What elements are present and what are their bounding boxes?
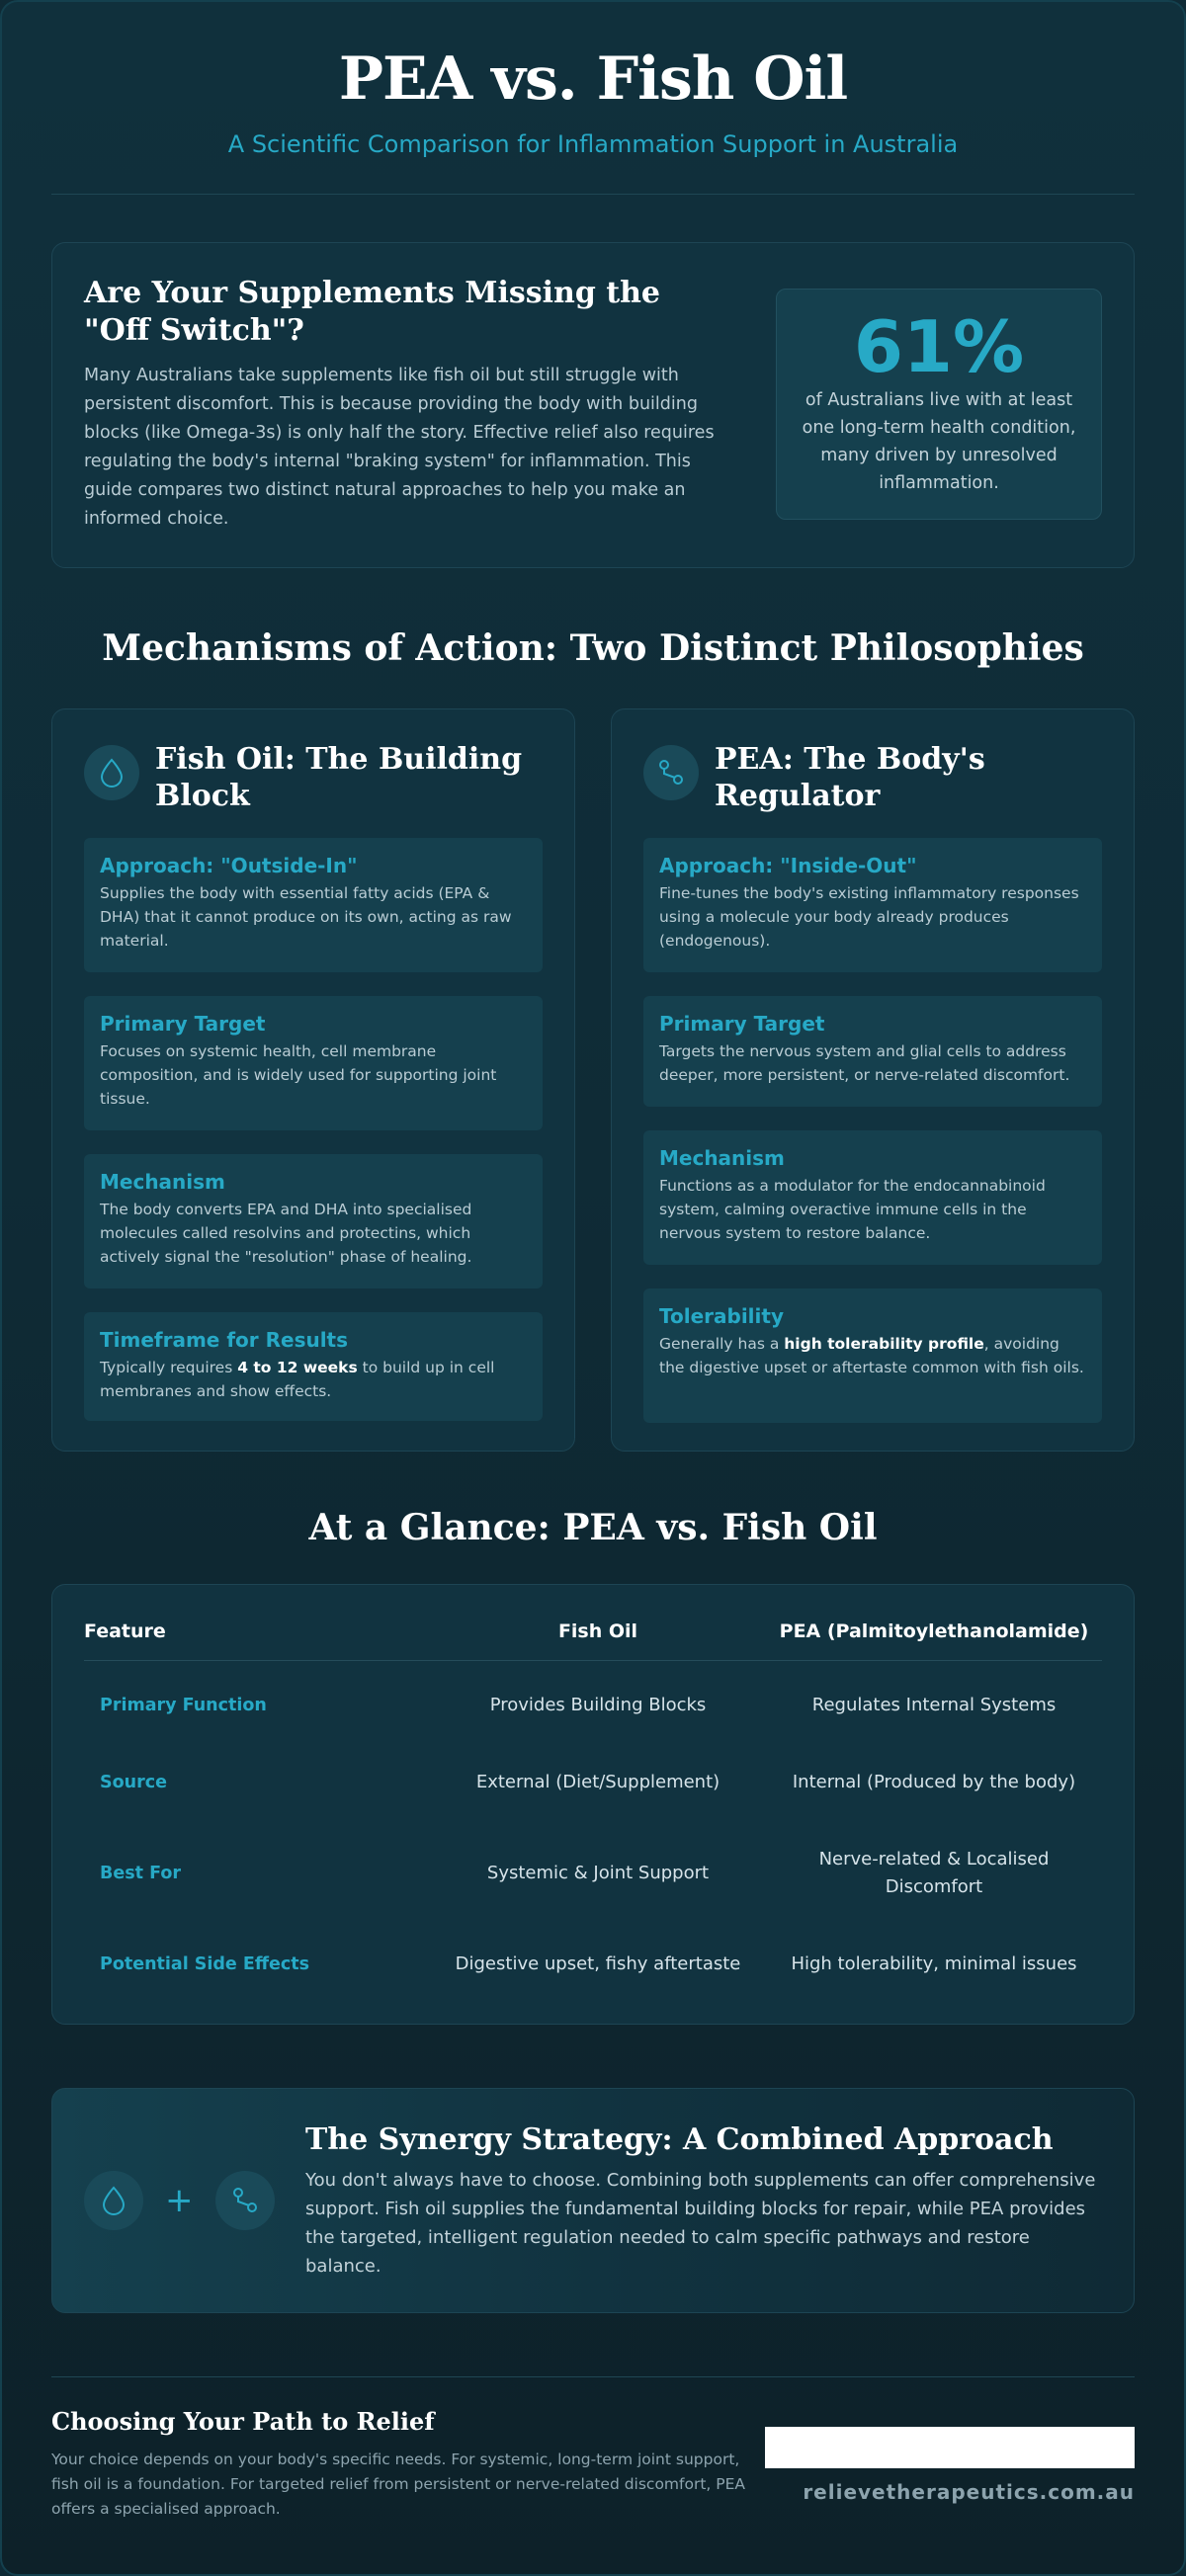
pea-item-mechanism <box>643 1130 1102 1265</box>
header-divider <box>51 194 1135 195</box>
intro-text <box>84 275 717 536</box>
page-title: PEA vs. Fish Oil <box>338 44 848 114</box>
item-body <box>100 1356 527 1403</box>
synergy-card <box>51 2088 1135 2313</box>
plus-icon: + <box>165 2181 194 2220</box>
item-body: Supplies the body with essential fatty acids (EPA & DHA) that it cannot produce on its own, acting as raw material. <box>100 884 512 950</box>
item-title: Mechanism <box>100 1170 225 1194</box>
footer-text <box>51 2407 765 2522</box>
pea-item-tolerability <box>643 1288 1102 1423</box>
website-link[interactable]: relievetherapeutics.com.au <box>803 2480 1135 2504</box>
stat-description: of Australians live with at least one long-term health condition, many driven by unresolved inflammation. <box>802 390 1076 493</box>
column-header-feature: Feature <box>84 1607 430 1661</box>
item-title: Approach: "Inside-Out" <box>659 854 917 877</box>
item-body: Targets the nervous system and glial cells to address deeper, more persistent, or nerve-related discomfort. <box>659 1042 1070 1084</box>
item-title: Approach: "Outside-In" <box>100 854 358 877</box>
comparison-table <box>84 1607 1102 1997</box>
body-text: Generally has a <box>659 1335 785 1353</box>
fish-oil-cell: External (Diet/Supplement) <box>475 1772 720 1792</box>
item-body: Fine-tunes the body's existing inflammatory responses using a molecule your body already produces (endogenous). <box>659 884 1079 950</box>
feature-cell: Source <box>100 1773 167 1792</box>
feature-cell: Primary Function <box>100 1696 267 1715</box>
page-subtitle: A Scientific Comparison for Inflammation Support in Australia <box>227 130 959 158</box>
body-highlight: 4 to 12 weeks <box>237 1359 358 1376</box>
synergy-body: You don't always have to choose. Combining both supplements can offer comprehensive support. Fish oil supplies the fundamental building blocks for repair, while PEA provides the targeted, intelligent regulation needed to calm specific pathways and restore balance. <box>305 2170 1096 2277</box>
fish-oil-header <box>84 741 543 814</box>
item-body: Focuses on systemic health, cell membrane composition, and is widely used for supporting joint tissue. <box>100 1042 497 1108</box>
droplet-icon <box>84 2171 143 2230</box>
mechanisms-title: Mechanisms of Action: Two Distinct Philosophies <box>102 627 1084 669</box>
body-text: Typically requires <box>100 1359 238 1376</box>
pea-name: PEA: The Body's Regulator <box>715 742 985 813</box>
fish-oil-cell: Provides Building Blocks <box>489 1695 707 1715</box>
footer-title: Choosing Your Path to Relief <box>51 2407 435 2436</box>
pea-cell: High tolerability, minimal issues <box>791 1953 1077 1974</box>
intro-body: Many Australians take supplements like fish oil but still struggle with persistent discomfort. This is because providing the body with building blocks (like Omega-3s) is only half the story. Effective relief also requires regulating the body's internal "braking system" for inflammation. This guide compares two distinct natural approaches to help you make an informed choice. <box>84 366 715 529</box>
fish-oil-column <box>51 708 575 1452</box>
fish-oil-name: Fish Oil: The Building Block <box>155 742 523 813</box>
stat-box <box>776 289 1102 520</box>
droplet-icon <box>84 745 139 800</box>
item-title: Primary Target <box>659 1012 825 1036</box>
comparison-table-card <box>51 1584 1135 2025</box>
footer <box>51 2407 1135 2522</box>
table-header-row <box>84 1607 1102 1661</box>
feature-cell: Best For <box>100 1864 181 1883</box>
item-body: The body converts EPA and DHA into specialised molecules called resolvins and protectins, which actively signal the "resolution" phase of healing. <box>100 1201 472 1266</box>
synergy-text <box>305 2120 1102 2281</box>
intro-title: Are Your Supplements Missing the "Off Switch"? <box>84 276 661 348</box>
pea-item-target <box>643 996 1102 1107</box>
body-text: , avoiding the digestive upset or aftertaste common with fish oils. <box>659 1335 1084 1376</box>
pea-item-approach <box>643 838 1102 972</box>
body-text: to build up in cell membranes and show effects. <box>100 1359 495 1400</box>
intro-card <box>51 242 1135 568</box>
feature-cell: Potential Side Effects <box>100 1954 310 1974</box>
footer-divider <box>51 2376 1135 2377</box>
footer-brand <box>765 2407 1135 2522</box>
glance-title: At a Glance: PEA vs. Fish Oil <box>308 1507 878 1548</box>
fish-oil-item-timeframe <box>84 1312 543 1421</box>
column-header-fish-oil: Fish Oil <box>430 1607 766 1661</box>
molecule-icon <box>215 2171 275 2230</box>
item-title: Primary Target <box>100 1012 266 1036</box>
fish-oil-item-mechanism <box>84 1154 543 1288</box>
molecule-icon <box>643 745 699 800</box>
table-row <box>84 1661 1102 1751</box>
pea-cell: Internal (Produced by the body) <box>792 1772 1076 1792</box>
fish-oil-cell: Digestive upset, fishy aftertaste <box>455 1953 741 1974</box>
pea-header <box>643 741 1102 814</box>
item-title: Tolerability <box>659 1304 784 1328</box>
table-row <box>84 1815 1102 1932</box>
fish-oil-item-approach <box>84 838 543 972</box>
table-row <box>84 1750 1102 1815</box>
synergy-icons <box>84 2171 305 2230</box>
pea-cell: Regulates Internal Systems <box>811 1695 1057 1715</box>
synergy-title: The Synergy Strategy: A Combined Approach <box>305 2122 1054 2157</box>
stat-value: 61% <box>853 305 1025 388</box>
item-body: Functions as a modulator for the endocannabinoid system, calming overactive immune cells in the nervous system to restore balance. <box>659 1177 1046 1242</box>
pea-cell: Nerve-related & Localised Discomfort <box>818 1849 1050 1897</box>
item-title: Timeframe for Results <box>100 1328 349 1352</box>
footer-body: Your choice depends on your body's specific needs. For systemic, long-term joint support, fish oil is a foundation. For targeted relief from persistent or nerve-related discomfort, PEA offers a specialised approach. <box>51 2451 746 2518</box>
pea-column <box>611 708 1135 1452</box>
item-body <box>659 1332 1086 1379</box>
logo-placeholder <box>765 2427 1135 2468</box>
item-title: Mechanism <box>659 1146 785 1170</box>
column-header-pea: PEA (Palmitoylethanolamide) <box>766 1607 1102 1661</box>
body-highlight: high tolerability profile <box>784 1335 984 1353</box>
fish-oil-item-target <box>84 996 543 1130</box>
fish-oil-cell: Systemic & Joint Support <box>486 1863 710 1883</box>
table-row <box>84 1932 1102 1997</box>
mechanisms-grid <box>51 708 1135 1452</box>
